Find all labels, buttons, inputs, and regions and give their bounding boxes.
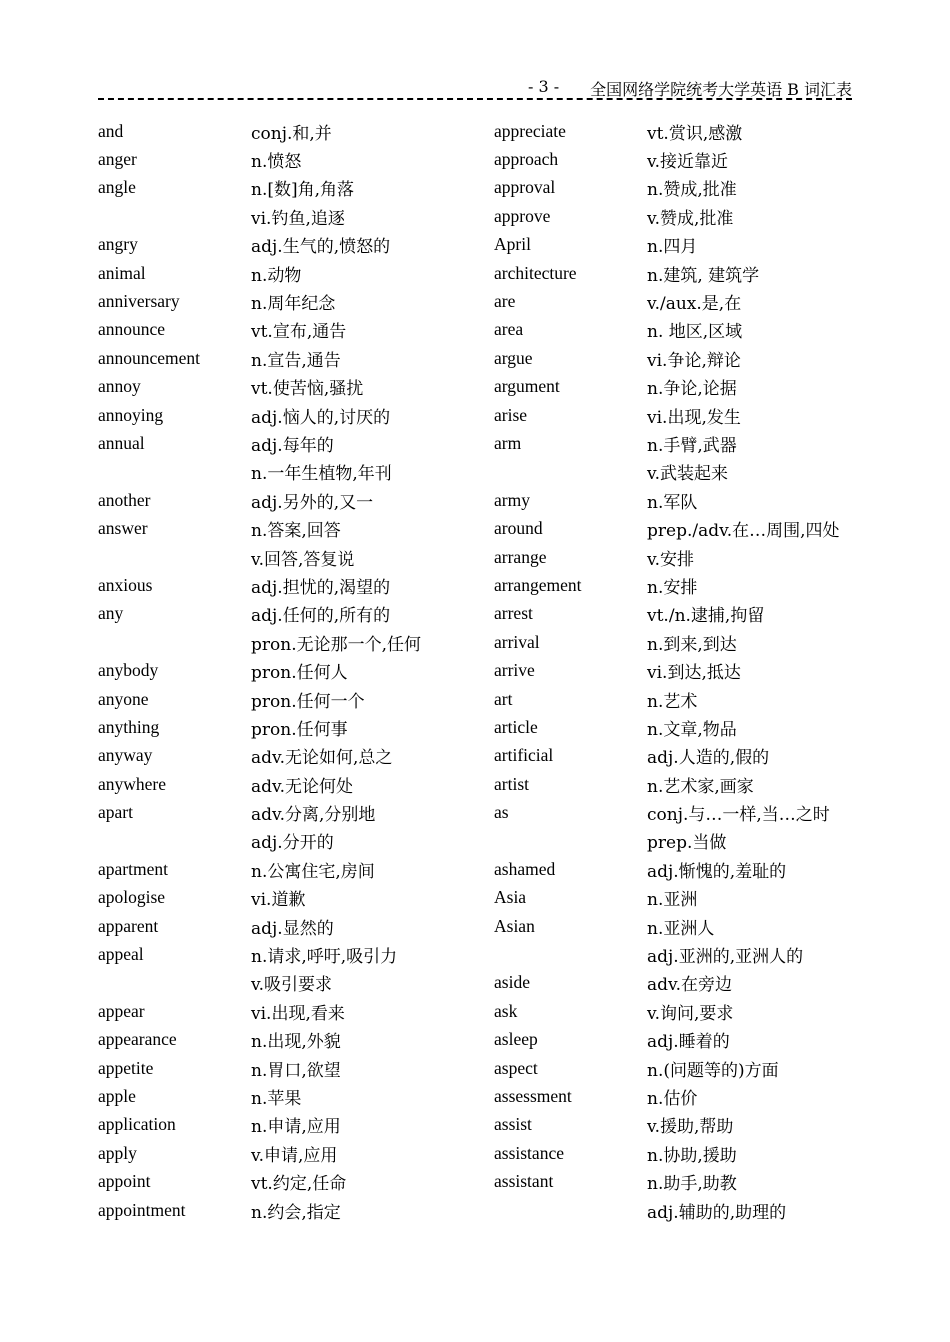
vocab-word: announce bbox=[98, 319, 166, 340]
vocab-row bbox=[98, 997, 478, 1025]
vocab-word: announcement bbox=[98, 347, 201, 368]
vocab-gloss: adj.另外的,又一 bbox=[251, 492, 374, 513]
vocab-row bbox=[98, 884, 478, 912]
vocab-row bbox=[494, 259, 874, 287]
vocab-row bbox=[98, 1111, 478, 1139]
vocab-word: anniversary bbox=[98, 291, 180, 312]
vocab-gloss: n.胃口,欲望 bbox=[251, 1060, 341, 1081]
vocab-gloss: n.[数]角,角落 bbox=[251, 180, 355, 201]
vocab-word: anybody bbox=[98, 660, 159, 681]
vocab-row bbox=[494, 656, 874, 684]
vocab-row bbox=[494, 486, 874, 514]
vocab-gloss: n.协助,援助 bbox=[647, 1145, 737, 1166]
vocab-word: apartment bbox=[98, 858, 168, 879]
vocab-row bbox=[494, 543, 874, 571]
vocab-gloss: n.军队 bbox=[647, 492, 698, 513]
vocab-row bbox=[494, 1026, 874, 1054]
vocab-row bbox=[494, 231, 874, 259]
vocab-gloss: adj.显然的 bbox=[251, 918, 334, 939]
vocab-row bbox=[98, 827, 478, 855]
vocab-row bbox=[494, 600, 874, 628]
vocab-gloss: n.四月 bbox=[647, 237, 698, 258]
vocab-gloss: vi.钓鱼,追逐 bbox=[251, 208, 345, 229]
vocab-row bbox=[98, 145, 478, 173]
vocab-row bbox=[98, 1139, 478, 1167]
vocab-word: anywhere bbox=[98, 773, 167, 794]
vocab-gloss: pron.任何一个 bbox=[251, 691, 365, 712]
vocab-gloss: adj.分开的 bbox=[251, 833, 334, 854]
vocab-word: apple bbox=[98, 1085, 136, 1106]
vocab-row bbox=[494, 770, 874, 798]
vocab-gloss: n.请求,呼吁,吸引力 bbox=[251, 947, 398, 968]
vocab-gloss: vt.赏识,感激 bbox=[647, 123, 743, 144]
vocab-row bbox=[98, 912, 478, 940]
vocab-gloss: vi.出现,发生 bbox=[647, 407, 741, 428]
vocab-word: argue bbox=[494, 347, 533, 368]
vocab-row bbox=[98, 656, 478, 684]
vocab-row bbox=[494, 997, 874, 1025]
vocab-word: appearance bbox=[98, 1029, 177, 1050]
vocab-gloss: n.出现,外貌 bbox=[251, 1032, 341, 1053]
vocab-row bbox=[98, 401, 478, 429]
vocab-word: appointment bbox=[98, 1199, 186, 1220]
vocab-gloss: adj.任何的,所有的 bbox=[251, 606, 391, 627]
vocab-gloss: adj.辅助的,助理的 bbox=[647, 1202, 787, 1223]
vocab-gloss: adj.每年的 bbox=[251, 435, 334, 456]
vocab-row bbox=[494, 287, 874, 315]
vocab-row bbox=[494, 713, 874, 741]
vocab-word: arrangement bbox=[494, 574, 582, 595]
vocab-row bbox=[494, 1167, 874, 1195]
vocab-word: ashamed bbox=[494, 858, 556, 879]
vocab-gloss: v./aux.是,在 bbox=[647, 294, 742, 315]
vocab-row bbox=[98, 770, 478, 798]
vocab-gloss: vi.出现,看来 bbox=[251, 1003, 345, 1024]
vocab-word: annoy bbox=[98, 376, 141, 397]
vocab-row bbox=[98, 174, 478, 202]
vocab-word: arrival bbox=[494, 631, 540, 652]
page-header bbox=[98, 76, 852, 100]
vocab-gloss: n.争论,论据 bbox=[647, 379, 737, 400]
vocab-word: argument bbox=[494, 376, 560, 397]
vocab-gloss: adv.无论何处 bbox=[251, 776, 354, 797]
vocab-gloss: adv.分离,分别地 bbox=[251, 805, 376, 826]
vocab-row bbox=[98, 259, 478, 287]
vocab-gloss: adj.睡着的 bbox=[647, 1032, 730, 1053]
vocab-gloss: n.(问题等的)方面 bbox=[647, 1060, 779, 1081]
vocab-word: April bbox=[494, 234, 531, 255]
vocab-gloss: vt.约定,任命 bbox=[251, 1174, 347, 1195]
vocab-row bbox=[98, 713, 478, 741]
vocab-gloss: n.助手,助教 bbox=[647, 1174, 737, 1195]
vocab-gloss: v.安排 bbox=[647, 549, 694, 570]
vocab-word: annual bbox=[98, 432, 145, 453]
vocab-gloss: pron.无论那一个,任何 bbox=[251, 634, 421, 655]
vocab-word: anyone bbox=[98, 688, 149, 709]
vocab-word: arrive bbox=[494, 660, 535, 681]
vocab-gloss: v.询问,要求 bbox=[647, 1003, 734, 1024]
vocab-gloss: prep./adv.在…周围,四处 bbox=[647, 521, 840, 542]
vocab-word: another bbox=[98, 489, 151, 510]
vocab-row bbox=[494, 316, 874, 344]
vocab-row bbox=[494, 969, 874, 997]
vocab-gloss: n.亚洲人 bbox=[647, 918, 715, 939]
vocab-row bbox=[98, 344, 478, 372]
vocab-row bbox=[494, 1139, 874, 1167]
vocab-gloss: n.亚洲 bbox=[647, 890, 698, 911]
vocab-gloss: adj.恼人的,讨厌的 bbox=[251, 407, 391, 428]
vocab-gloss: n.到来,到达 bbox=[647, 634, 737, 655]
vocab-row bbox=[98, 628, 478, 656]
vocab-row bbox=[494, 344, 874, 372]
vocab-word: assistance bbox=[494, 1142, 564, 1163]
vocab-gloss: n. 地区,区域 bbox=[647, 322, 743, 343]
vocab-word: apply bbox=[98, 1142, 137, 1163]
vocab-word: apparent bbox=[98, 915, 159, 936]
vocab-word: asleep bbox=[494, 1029, 538, 1050]
vocab-gloss: vi.争论,辩论 bbox=[647, 350, 741, 371]
vocab-row bbox=[494, 429, 874, 457]
vocab-gloss: n.苹果 bbox=[251, 1088, 302, 1109]
vocab-row bbox=[494, 202, 874, 230]
vocab-word: appetite bbox=[98, 1057, 154, 1078]
vocab-gloss: n.文章,物品 bbox=[647, 719, 737, 740]
vocab-row bbox=[98, 231, 478, 259]
vocab-row bbox=[494, 514, 874, 542]
vocab-row bbox=[98, 316, 478, 344]
vocab-word: approach bbox=[494, 149, 559, 170]
vocab-row bbox=[98, 287, 478, 315]
vocab-row bbox=[98, 117, 478, 145]
vocab-row bbox=[494, 685, 874, 713]
vocab-word: arm bbox=[494, 432, 522, 453]
vocab-row bbox=[98, 373, 478, 401]
vocab-row bbox=[98, 600, 478, 628]
vocab-gloss: n.答案,回答 bbox=[251, 521, 341, 542]
vocab-row bbox=[494, 827, 874, 855]
vocab-row bbox=[494, 1054, 874, 1082]
vocab-gloss: n.公寓住宅,房间 bbox=[251, 861, 375, 882]
vocab-word: Asia bbox=[494, 887, 527, 908]
vocab-row bbox=[98, 1196, 478, 1224]
vocab-row bbox=[494, 401, 874, 429]
vocab-gloss: n.约会,指定 bbox=[251, 1202, 341, 1223]
vocab-word: Asian bbox=[494, 915, 535, 936]
vocab-word: architecture bbox=[494, 262, 577, 283]
vocab-word: around bbox=[494, 518, 543, 539]
vocab-gloss: n.艺术家,画家 bbox=[647, 776, 754, 797]
vocab-word: approve bbox=[494, 205, 551, 226]
vocab-word: artist bbox=[494, 773, 529, 794]
vocab-row bbox=[494, 373, 874, 401]
vocab-gloss: vi.道歉 bbox=[251, 890, 306, 911]
vocab-gloss: v.接近靠近 bbox=[647, 152, 728, 173]
vocab-gloss: n.一年生植物,年刊 bbox=[251, 464, 392, 485]
vocab-row bbox=[494, 884, 874, 912]
vocab-row bbox=[494, 174, 874, 202]
vocab-gloss: n.建筑, 建筑学 bbox=[647, 265, 760, 286]
vocab-word: any bbox=[98, 603, 124, 624]
vocab-gloss: n.估价 bbox=[647, 1088, 698, 1109]
vocab-row bbox=[98, 1026, 478, 1054]
vocab-column-left bbox=[98, 117, 478, 1224]
vocab-row bbox=[98, 855, 478, 883]
vocab-gloss: v.援助,帮助 bbox=[647, 1117, 734, 1138]
vocab-row bbox=[98, 429, 478, 457]
vocab-word: appreciate bbox=[494, 120, 566, 141]
vocab-word: answer bbox=[98, 518, 148, 539]
vocab-gloss: pron.任何人 bbox=[251, 663, 348, 684]
vocab-row bbox=[98, 969, 478, 997]
vocab-row bbox=[98, 685, 478, 713]
vocab-row bbox=[494, 1111, 874, 1139]
vocab-gloss: vt./n.逮捕,拘留 bbox=[647, 606, 765, 627]
vocab-gloss: n.安排 bbox=[647, 577, 698, 598]
vocab-gloss: n.赞成,批准 bbox=[647, 180, 737, 201]
vocab-word: ask bbox=[494, 1000, 518, 1021]
vocab-word: anything bbox=[98, 716, 160, 737]
vocab-gloss: n.艺术 bbox=[647, 691, 698, 712]
vocab-row bbox=[98, 940, 478, 968]
vocab-gloss: adj.担忧的,渴望的 bbox=[251, 577, 391, 598]
vocab-gloss: n.动物 bbox=[251, 265, 302, 286]
vocab-row bbox=[98, 486, 478, 514]
vocab-row bbox=[98, 571, 478, 599]
vocab-row bbox=[494, 912, 874, 940]
vocab-gloss: n.周年纪念 bbox=[251, 294, 336, 315]
vocab-gloss: prep.当做 bbox=[647, 833, 727, 854]
vocab-gloss: adj.亚洲的,亚洲人的 bbox=[647, 947, 804, 968]
vocab-row bbox=[494, 628, 874, 656]
vocab-gloss: v.申请,应用 bbox=[251, 1145, 338, 1166]
vocab-row bbox=[98, 202, 478, 230]
vocab-word: aspect bbox=[494, 1057, 538, 1078]
vocab-word: anger bbox=[98, 149, 137, 170]
vocab-row bbox=[494, 742, 874, 770]
vocab-word: approval bbox=[494, 177, 556, 198]
vocab-gloss: v.回答,答复说 bbox=[251, 549, 355, 570]
vocab-gloss: adv.无论如何,总之 bbox=[251, 748, 393, 769]
vocab-word: artificial bbox=[494, 745, 554, 766]
vocab-word: angry bbox=[98, 234, 138, 255]
vocab-word: arrange bbox=[494, 546, 547, 567]
vocab-gloss: v.吸引要求 bbox=[251, 975, 332, 996]
vocab-word: assistant bbox=[494, 1171, 554, 1192]
vocab-gloss: adv.在旁边 bbox=[647, 975, 733, 996]
vocab-gloss: n.愤怒 bbox=[251, 152, 302, 173]
vocab-row bbox=[494, 940, 874, 968]
vocab-word: appeal bbox=[98, 944, 144, 965]
vocab-word: as bbox=[494, 802, 509, 823]
vocab-row bbox=[98, 543, 478, 571]
vocab-word: assessment bbox=[494, 1085, 572, 1106]
vocab-row bbox=[98, 1054, 478, 1082]
vocab-row bbox=[494, 1196, 874, 1224]
vocab-word: are bbox=[494, 291, 516, 312]
vocab-gloss: adj.惭愧的,羞耻的 bbox=[647, 861, 787, 882]
vocab-gloss: conj.和,并 bbox=[251, 123, 332, 144]
vocab-gloss: vt.宣布,通告 bbox=[251, 322, 347, 343]
vocab-row bbox=[494, 798, 874, 826]
vocab-word: and bbox=[98, 120, 124, 141]
vocab-word: anxious bbox=[98, 574, 153, 595]
vocab-row bbox=[494, 117, 874, 145]
vocab-word: annoying bbox=[98, 404, 164, 425]
vocab-word: anyway bbox=[98, 745, 153, 766]
vocab-word: area bbox=[494, 319, 524, 340]
vocab-gloss: vi.到达,抵达 bbox=[647, 663, 741, 684]
vocab-word: application bbox=[98, 1114, 176, 1135]
vocab-word: art bbox=[494, 688, 513, 709]
vocab-word: apart bbox=[98, 802, 133, 823]
vocab-word: animal bbox=[98, 262, 146, 283]
vocab-row bbox=[494, 571, 874, 599]
vocab-word: aside bbox=[494, 972, 530, 993]
vocab-gloss: conj.与…一样,当…之时 bbox=[647, 805, 830, 826]
vocab-row bbox=[98, 798, 478, 826]
vocab-row bbox=[98, 458, 478, 486]
vocab-word: angle bbox=[98, 177, 136, 198]
vocab-word: army bbox=[494, 489, 530, 510]
vocab-gloss: pron.任何事 bbox=[251, 719, 348, 740]
page-number: - 3 - bbox=[528, 77, 560, 96]
vocab-word: appoint bbox=[98, 1171, 151, 1192]
vocab-row bbox=[98, 1167, 478, 1195]
vocab-row bbox=[494, 458, 874, 486]
vocab-column-right bbox=[494, 117, 874, 1224]
vocab-word: arise bbox=[494, 404, 528, 425]
vocab-word: article bbox=[494, 716, 538, 737]
vocab-row bbox=[494, 145, 874, 173]
vocab-gloss: n.申请,应用 bbox=[251, 1117, 341, 1138]
vocab-gloss: n.宣告,通告 bbox=[251, 350, 341, 371]
vocab-gloss: vt.使苦恼,骚扰 bbox=[251, 379, 364, 400]
vocab-row bbox=[494, 1082, 874, 1110]
vocab-gloss: adj.生气的,愤怒的 bbox=[251, 237, 391, 258]
vocab-word: appear bbox=[98, 1000, 145, 1021]
vocab-gloss: n.手臂,武器 bbox=[647, 435, 737, 456]
vocab-row bbox=[98, 514, 478, 542]
vocab-row bbox=[98, 742, 478, 770]
document-title: 全国网络学院统考大学英语 B 词汇表 bbox=[590, 80, 852, 99]
vocab-word: apologise bbox=[98, 887, 166, 908]
vocab-gloss: v.武装起来 bbox=[647, 464, 728, 485]
vocab-word: assist bbox=[494, 1114, 532, 1135]
vocab-gloss: adj.人造的,假的 bbox=[647, 748, 770, 769]
vocab-row bbox=[494, 855, 874, 883]
vocab-word: arrest bbox=[494, 603, 533, 624]
vocab-gloss: v.赞成,批准 bbox=[647, 208, 734, 229]
vocab-row bbox=[98, 1082, 478, 1110]
